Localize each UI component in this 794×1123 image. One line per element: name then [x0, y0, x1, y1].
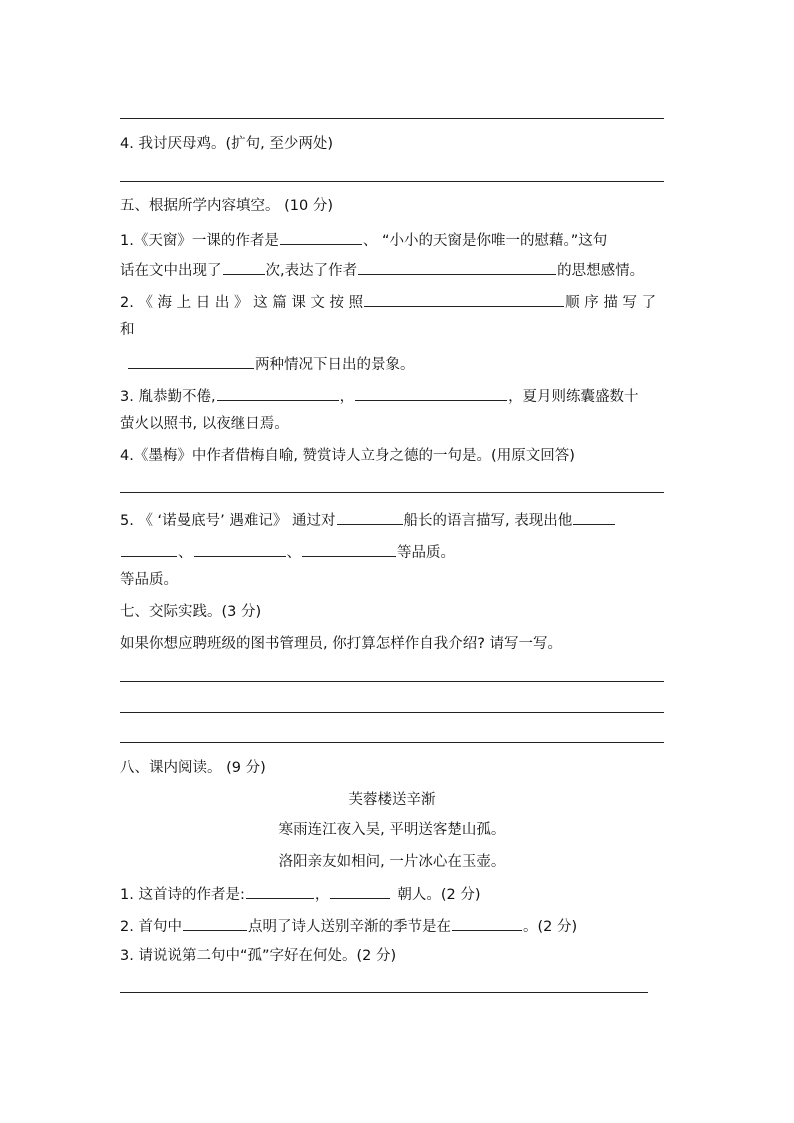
answer-line[interactable]: [120, 992, 648, 993]
fill-blank[interactable]: [246, 882, 314, 899]
question-4-expand-sentence: 4. 我讨厌母鸡。(扩句, 至少两处): [120, 136, 333, 152]
text: 次,表达了作者: [265, 263, 358, 279]
sec5-question-3-line-2: 萤火以照书, 以夜继日焉。: [120, 416, 289, 432]
sec8-question-2: [120, 914, 577, 937]
answer-line[interactable]: [120, 118, 664, 119]
sec5-question-4: 4.《墨梅》中作者借梅自喻, 赞赏诗人立身之德的一句是。(用原文回答): [120, 448, 575, 464]
text: ，夏月则练囊盛数十: [508, 389, 639, 405]
answer-line[interactable]: [120, 712, 664, 713]
poem-title: 芙蓉楼送辛渐: [348, 792, 436, 808]
sec8-question-3: 3. 请说说第二句中“孤”字好在何处。(2 分): [120, 948, 397, 964]
answer-line[interactable]: [120, 181, 664, 182]
fill-blank[interactable]: [330, 882, 390, 899]
fill-blank[interactable]: [358, 258, 556, 275]
fill-blank[interactable]: [183, 914, 247, 931]
text: 、: [286, 545, 301, 561]
text: 朝人。(2 分): [397, 887, 481, 903]
sec5-question-5-line-3: 等品质。: [120, 572, 178, 588]
fill-blank[interactable]: [223, 258, 265, 275]
sec5-question-2-line-1: [120, 290, 656, 313]
text: 等品质。: [397, 545, 455, 561]
sec5-question-3-line-1: [120, 384, 639, 407]
text: 2. 《 海 上 日 出 》 这 篇 课 文 按 照: [120, 295, 364, 311]
text: 顺 序 描 写 了: [565, 295, 657, 311]
section-7-title: 七、交际实践。(3 分): [120, 604, 262, 620]
sec8-question-1: [120, 882, 481, 905]
poem-line-1: 寒雨连江夜入吴, 平明送客楚山孤。: [278, 822, 506, 838]
answer-line[interactable]: [120, 492, 664, 493]
text: 、: [178, 545, 193, 561]
fill-blank[interactable]: [452, 914, 522, 931]
text: 2. 首句中: [120, 919, 182, 935]
text: 3. 胤恭勤不倦,: [120, 389, 216, 405]
text: 。(2 分): [522, 919, 578, 935]
sec5-question-5-line-1: [120, 508, 616, 531]
fill-blank[interactable]: [364, 290, 564, 307]
sec5-question-1-line-1: [120, 228, 607, 251]
fill-blank[interactable]: [302, 540, 396, 557]
text: 话在文中出现了: [120, 263, 222, 279]
fill-blank[interactable]: [217, 384, 339, 401]
fill-blank[interactable]: [337, 508, 403, 525]
fill-blank[interactable]: [128, 352, 254, 369]
text: 1. 这首诗的作者是:: [120, 887, 245, 903]
fill-blank[interactable]: [280, 228, 362, 245]
text: 1.《天窗》一课的作者是: [120, 233, 279, 249]
fill-blank[interactable]: [121, 540, 177, 557]
section-8-title: 八、课内阅读。 (9 分): [120, 760, 266, 776]
text: 两种情况下日出的景象。: [255, 357, 415, 373]
text: ，: [314, 887, 330, 903]
text: ，: [339, 389, 355, 405]
sec7-prompt: 如果你想应聘班级的图书管理员, 你打算怎样作自我介绍? 请写一写。: [120, 636, 563, 652]
section-5-title: 五、根据所学内容填空。 (10 分): [120, 198, 333, 214]
sec5-question-5-line-2: [120, 540, 455, 563]
text: 的思想感情。: [557, 263, 645, 279]
answer-line[interactable]: [120, 681, 664, 682]
poem-line-2: 洛阳亲友如相问, 一片冰心在玉壶。: [278, 854, 506, 870]
sec5-question-2-line-3: [120, 352, 415, 375]
sec5-question-1-line-2: [120, 258, 644, 281]
text: 5. 《 ‘诺曼底号’ 遇难记》 通过对: [120, 513, 336, 529]
answer-line[interactable]: [120, 742, 664, 743]
fill-blank[interactable]: [194, 540, 286, 557]
text: 点明了诗人送别辛渐的季节是在: [247, 919, 451, 935]
text: 、 “小小的天窗是你唯一的慰藉。”这句: [362, 233, 608, 249]
text: 船长的语言描写, 表现出他: [403, 513, 573, 529]
fill-blank[interactable]: [355, 384, 507, 401]
fill-blank[interactable]: [573, 508, 615, 525]
sec5-question-2-line-2: 和: [120, 322, 135, 338]
